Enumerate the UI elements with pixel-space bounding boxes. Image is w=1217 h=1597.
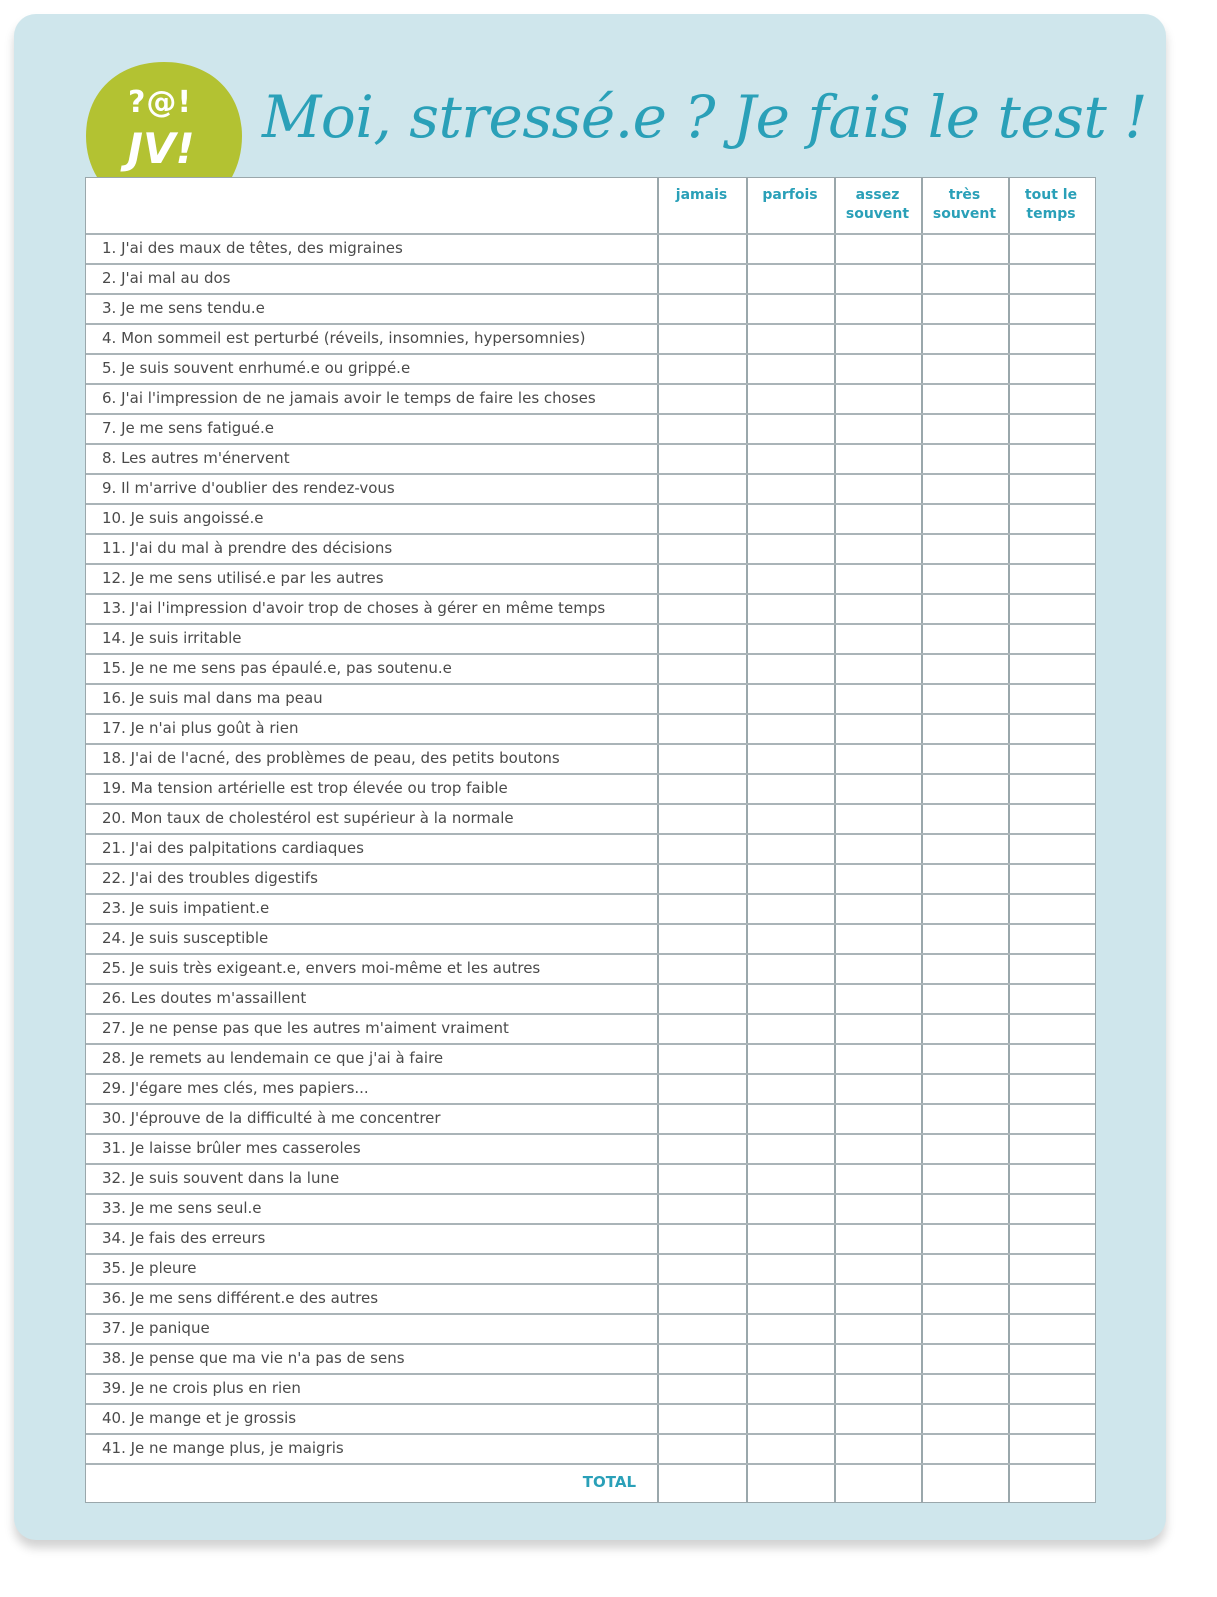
answer-cell[interactable] [659,445,745,472]
answer-cell[interactable] [1010,595,1093,622]
question-item: 7. Je me sens fatigué.e [102,419,275,437]
answer-cell[interactable] [659,235,745,262]
answer-cell[interactable] [923,1075,1007,1102]
answer-cell[interactable] [923,715,1007,742]
answer-cell[interactable] [923,445,1007,472]
answer-cell[interactable] [659,655,745,682]
answer-cell[interactable] [659,775,745,802]
answer-cell[interactable] [836,775,920,802]
answer-cell[interactable] [659,1165,745,1192]
answer-cell[interactable] [836,1015,920,1042]
answer-cell[interactable] [923,1045,1007,1072]
total-cell[interactable] [748,1466,833,1500]
column-header-line: souvent [845,206,910,222]
answer-cell[interactable] [659,565,745,592]
answer-cell[interactable] [1010,655,1093,682]
answer-cell[interactable] [748,1375,833,1402]
answer-cell[interactable] [748,1045,833,1072]
answer-cell[interactable] [836,865,920,892]
answer-cell[interactable] [659,475,745,502]
answer-cell[interactable] [836,1225,920,1252]
question-item: 26. Les doutes m'assaillent [102,989,307,1007]
answer-cell[interactable] [748,1195,833,1222]
answer-cell[interactable] [659,925,745,952]
answer-cell[interactable] [923,1375,1007,1402]
question-item: 20. Mon taux de cholestérol est supérieur à la normale [102,809,514,827]
question-item: 37. Je panique [102,1319,210,1337]
answer-cell[interactable] [1010,835,1093,862]
answer-cell[interactable] [1010,805,1093,832]
question-item: 39. Je ne crois plus en rien [102,1379,301,1397]
answer-cell[interactable] [748,535,833,562]
answer-cell[interactable] [659,265,745,292]
answer-cell[interactable] [748,1255,833,1282]
answer-cell[interactable] [748,295,833,322]
question-item: 17. Je n'ai plus goût à rien [102,719,299,737]
column-header [657,186,746,205]
answer-cell[interactable] [923,355,1007,382]
answer-cell[interactable] [659,295,745,322]
column-header-line: temps [1026,206,1076,222]
answer-cell[interactable] [923,325,1007,352]
answer-cell[interactable] [1010,775,1093,802]
answer-cell[interactable] [748,1405,833,1432]
question-item: 9. Il m'arrive d'oublier des rendez-vous [102,479,395,497]
answer-cell[interactable] [1010,1255,1093,1282]
answer-cell[interactable] [836,265,920,292]
answer-cell[interactable] [923,1255,1007,1282]
answer-cell[interactable] [836,955,920,982]
answer-cell[interactable] [836,835,920,862]
answer-cell[interactable] [1010,865,1093,892]
answer-cell[interactable] [748,865,833,892]
answer-cell[interactable] [836,295,920,322]
answer-cell[interactable] [748,1075,833,1102]
answer-cell[interactable] [836,985,920,1012]
answer-cell[interactable] [1010,1195,1093,1222]
column-header-line: très [948,187,981,203]
column-header-line: jamais [675,187,728,203]
total-cell[interactable] [923,1466,1007,1500]
answer-cell[interactable] [748,895,833,922]
answer-cell[interactable] [659,1435,745,1462]
question-item: 36. Je me sens différent.e des autres [102,1289,379,1307]
answer-cell[interactable] [836,895,920,922]
answer-cell[interactable] [1010,505,1093,532]
answer-cell[interactable] [836,1165,920,1192]
answer-cell[interactable] [748,475,833,502]
answer-cell[interactable] [836,1405,920,1432]
answer-cell[interactable] [923,1225,1007,1252]
answer-cell[interactable] [923,835,1007,862]
answer-cell[interactable] [923,1195,1007,1222]
answer-cell[interactable] [659,505,745,532]
answer-cell[interactable] [1010,1105,1093,1132]
answer-cell[interactable] [836,685,920,712]
question-item: 16. Je suis mal dans ma peau [102,689,323,707]
answer-cell[interactable] [1010,1075,1093,1102]
total-cell[interactable] [1010,1466,1093,1500]
answer-cell[interactable] [659,1225,745,1252]
answer-cell[interactable] [659,1015,745,1042]
total-cell[interactable] [659,1466,745,1500]
answer-cell[interactable] [748,955,833,982]
question-item: 22. J'ai des troubles digestifs [102,869,318,887]
answer-cell[interactable] [836,385,920,412]
answer-cell[interactable] [748,1165,833,1192]
question-item: 14. Je suis irritable [102,629,242,647]
answer-cell[interactable] [923,505,1007,532]
answer-cell[interactable] [659,1045,745,1072]
answer-cell[interactable] [923,385,1007,412]
question-item: 18. J'ai de l'acné, des problèmes de peau, des petits boutons [102,749,560,767]
answer-cell[interactable] [659,1285,745,1312]
column-header [1008,186,1094,224]
answer-cell[interactable] [748,1015,833,1042]
total-cell[interactable] [836,1466,920,1500]
answer-cell[interactable] [923,685,1007,712]
answer-cell[interactable] [659,895,745,922]
column-header [834,186,921,224]
answer-cell[interactable] [1010,1435,1093,1462]
column-header-line: parfois [762,187,818,203]
answer-cell[interactable] [836,235,920,262]
answer-cell[interactable] [836,325,920,352]
answer-cell[interactable] [748,385,833,412]
answer-cell[interactable] [1010,355,1093,382]
answer-cell[interactable] [748,745,833,772]
answer-cell[interactable] [1010,565,1093,592]
answer-cell[interactable] [923,1015,1007,1042]
answer-cell[interactable] [836,475,920,502]
answer-cell[interactable] [748,505,833,532]
answer-cell[interactable] [836,1285,920,1312]
answer-cell[interactable] [748,715,833,742]
question-item: 24. Je suis susceptible [102,929,269,947]
answer-cell[interactable] [1010,685,1093,712]
column-header-line: assez [855,187,900,203]
answer-cell[interactable] [1010,955,1093,982]
answer-cell[interactable] [659,745,745,772]
answer-cell[interactable] [923,805,1007,832]
answer-cell[interactable] [923,1285,1007,1312]
answer-cell[interactable] [836,415,920,442]
answer-cell[interactable] [748,985,833,1012]
answer-cell[interactable] [836,625,920,652]
answer-cell[interactable] [748,1435,833,1462]
answer-cell[interactable] [923,565,1007,592]
answer-cell[interactable] [748,1315,833,1342]
answer-cell[interactable] [923,595,1007,622]
answer-cell[interactable] [748,1285,833,1312]
answer-cell[interactable] [659,1255,745,1282]
answer-cell[interactable] [923,745,1007,772]
answer-cell[interactable] [923,1135,1007,1162]
answer-cell[interactable] [923,925,1007,952]
answer-cell[interactable] [923,955,1007,982]
answer-cell[interactable] [748,805,833,832]
answer-cell[interactable] [748,445,833,472]
answer-cell[interactable] [748,415,833,442]
answer-cell[interactable] [659,385,745,412]
answer-cell[interactable] [923,1405,1007,1432]
answer-cell[interactable] [1010,1285,1093,1312]
answer-cell[interactable] [748,325,833,352]
answer-cell[interactable] [1010,265,1093,292]
answer-cell[interactable] [836,1105,920,1132]
question-item: 33. Je me sens seul.e [102,1199,262,1217]
answer-cell[interactable] [1010,1015,1093,1042]
answer-cell[interactable] [1010,1225,1093,1252]
answer-cell[interactable] [1010,415,1093,442]
answer-cell[interactable] [923,655,1007,682]
question-item: 3. Je me sens tendu.e [102,299,265,317]
answer-cell[interactable] [748,235,833,262]
question-item: 12. Je me sens utilisé.e par les autres [102,569,384,587]
question-item: 40. Je mange et je grossis [102,1409,297,1427]
column-header [921,186,1008,224]
answer-cell[interactable] [659,1135,745,1162]
answer-cell[interactable] [748,595,833,622]
answer-cell[interactable] [836,445,920,472]
question-item: 34. Je fais des erreurs [102,1229,266,1247]
answer-cell[interactable] [659,955,745,982]
answer-cell[interactable] [836,1375,920,1402]
answer-cell[interactable] [1010,625,1093,652]
question-item: 25. Je suis très exigeant.e, envers moi-même et les autres [102,959,541,977]
column-header-line: tout le [1024,187,1078,203]
answer-cell[interactable] [836,1075,920,1102]
answer-cell[interactable] [1010,325,1093,352]
answer-cell[interactable] [923,1435,1007,1462]
answer-cell[interactable] [836,1435,920,1462]
answer-cell[interactable] [836,565,920,592]
total-label: TOTAL [582,1473,636,1491]
question-item: 8. Les autres m'énervent [102,449,290,467]
answer-cell[interactable] [1010,985,1093,1012]
answer-cell[interactable] [1010,235,1093,262]
questionnaire-table [85,177,1096,1503]
answer-cell[interactable] [836,1045,920,1072]
answer-cell[interactable] [836,355,920,382]
answer-cell[interactable] [659,1345,745,1372]
answer-cell[interactable] [923,295,1007,322]
answer-cell[interactable] [748,1105,833,1132]
answer-cell[interactable] [659,865,745,892]
answer-cell[interactable] [836,805,920,832]
answer-cell[interactable] [659,355,745,382]
question-item: 41. Je ne mange plus, je maigris [102,1439,344,1457]
answer-cell[interactable] [659,1375,745,1402]
answer-cell[interactable] [1010,1375,1093,1402]
answer-cell[interactable] [659,685,745,712]
question-item: 21. J'ai des palpitations cardiaques [102,839,364,857]
answer-cell[interactable] [923,415,1007,442]
column-header [746,186,834,205]
answer-cell[interactable] [923,535,1007,562]
question-item: 19. Ma tension artérielle est trop élevée ou trop faible [102,779,508,797]
question-item: 28. Je remets au lendemain ce que j'ai à faire [102,1049,444,1067]
answer-cell[interactable] [748,655,833,682]
answer-cell[interactable] [836,655,920,682]
answer-cell[interactable] [748,1225,833,1252]
answer-cell[interactable] [1010,1345,1093,1372]
answer-cell[interactable] [748,265,833,292]
question-item: 13. J'ai l'impression d'avoir trop de choses à gérer en même temps [102,599,606,617]
answer-cell[interactable] [923,625,1007,652]
question-item: 30. J'éprouve de la difficulté à me concentrer [102,1109,441,1127]
answer-cell[interactable] [1010,1405,1093,1432]
answer-cell[interactable] [659,415,745,442]
answer-cell[interactable] [659,985,745,1012]
answer-cell[interactable] [1010,1165,1093,1192]
answer-cell[interactable] [836,745,920,772]
answer-cell[interactable] [836,505,920,532]
answer-cell[interactable] [659,535,745,562]
answer-cell[interactable] [836,595,920,622]
answer-cell[interactable] [1010,1045,1093,1072]
question-item: 1. J'ai des maux de têtes, des migraines [102,239,403,257]
answer-cell[interactable] [659,625,745,652]
answer-cell[interactable] [923,475,1007,502]
question-item: 4. Mon sommeil est perturbé (réveils, insomnies, hypersomnies) [102,329,586,347]
answer-cell[interactable] [836,925,920,952]
answer-cell[interactable] [659,1105,745,1132]
question-item: 31. Je laisse brûler mes casseroles [102,1139,361,1157]
answer-cell[interactable] [659,805,745,832]
answer-cell[interactable] [659,1405,745,1432]
badge-logo-text: JV! [127,124,195,173]
answer-cell[interactable] [836,1195,920,1222]
answer-cell[interactable] [923,1345,1007,1372]
answer-cell[interactable] [1010,445,1093,472]
answer-cell[interactable] [659,835,745,862]
answer-cell[interactable] [923,985,1007,1012]
question-item: 5. Je suis souvent enrhumé.e ou grippé.e [102,359,411,377]
answer-cell[interactable] [1010,1135,1093,1162]
answer-cell[interactable] [748,1345,833,1372]
answer-cell[interactable] [836,535,920,562]
answer-cell[interactable] [1010,385,1093,412]
answer-cell[interactable] [748,625,833,652]
answer-cell[interactable] [1010,895,1093,922]
answer-cell[interactable] [1010,535,1093,562]
answer-cell[interactable] [659,595,745,622]
question-item: 38. Je pense que ma vie n'a pas de sens [102,1349,405,1367]
answer-cell[interactable] [923,265,1007,292]
answer-cell[interactable] [659,715,745,742]
answer-cell[interactable] [1010,1315,1093,1342]
question-item: 10. Je suis angoissé.e [102,509,264,527]
answer-cell[interactable] [1010,715,1093,742]
answer-cell[interactable] [836,1315,920,1342]
answer-cell[interactable] [923,775,1007,802]
answer-cell[interactable] [836,1135,920,1162]
question-item: 2. J'ai mal au dos [102,269,231,287]
answer-cell[interactable] [748,565,833,592]
question-item: 23. Je suis impatient.e [102,899,270,917]
answer-cell[interactable] [923,865,1007,892]
row-divider [86,1463,1095,1465]
answer-cell[interactable] [923,1315,1007,1342]
answer-cell[interactable] [659,1075,745,1102]
answer-cell[interactable] [748,1135,833,1162]
answer-cell[interactable] [748,355,833,382]
answer-cell[interactable] [836,1345,920,1372]
answer-cell[interactable] [1010,745,1093,772]
answer-cell[interactable] [923,235,1007,262]
question-item: 35. Je pleure [102,1259,197,1277]
column-header-line: souvent [932,206,997,222]
question-item: 15. Je ne me sens pas épaulé.e, pas soutenu.e [102,659,452,677]
answer-cell[interactable] [659,1315,745,1342]
question-item: 27. Je ne pense pas que les autres m'aiment vraiment [102,1019,509,1037]
answer-cell[interactable] [748,775,833,802]
answer-cell[interactable] [748,925,833,952]
badge-symbols: ?@! [127,85,193,120]
question-item: 11. J'ai du mal à prendre des décisions [102,539,393,557]
answer-cell[interactable] [836,715,920,742]
answer-cell[interactable] [659,325,745,352]
answer-cell[interactable] [748,685,833,712]
answer-cell[interactable] [659,1195,745,1222]
answer-cell[interactable] [923,1105,1007,1132]
question-item: 29. J'égare mes clés, mes papiers... [102,1079,369,1097]
question-item: 6. J'ai l'impression de ne jamais avoir le temps de faire les choses [102,389,596,407]
question-item: 32. Je suis souvent dans la lune [102,1169,340,1187]
answer-cell[interactable] [923,895,1007,922]
page-title: Moi, stressé.e ? Je fais le test ! [262,83,1148,151]
answer-cell[interactable] [923,1165,1007,1192]
answer-cell[interactable] [836,1255,920,1282]
answer-cell[interactable] [1010,475,1093,502]
answer-cell[interactable] [748,835,833,862]
answer-cell[interactable] [1010,295,1093,322]
answer-cell[interactable] [1010,925,1093,952]
